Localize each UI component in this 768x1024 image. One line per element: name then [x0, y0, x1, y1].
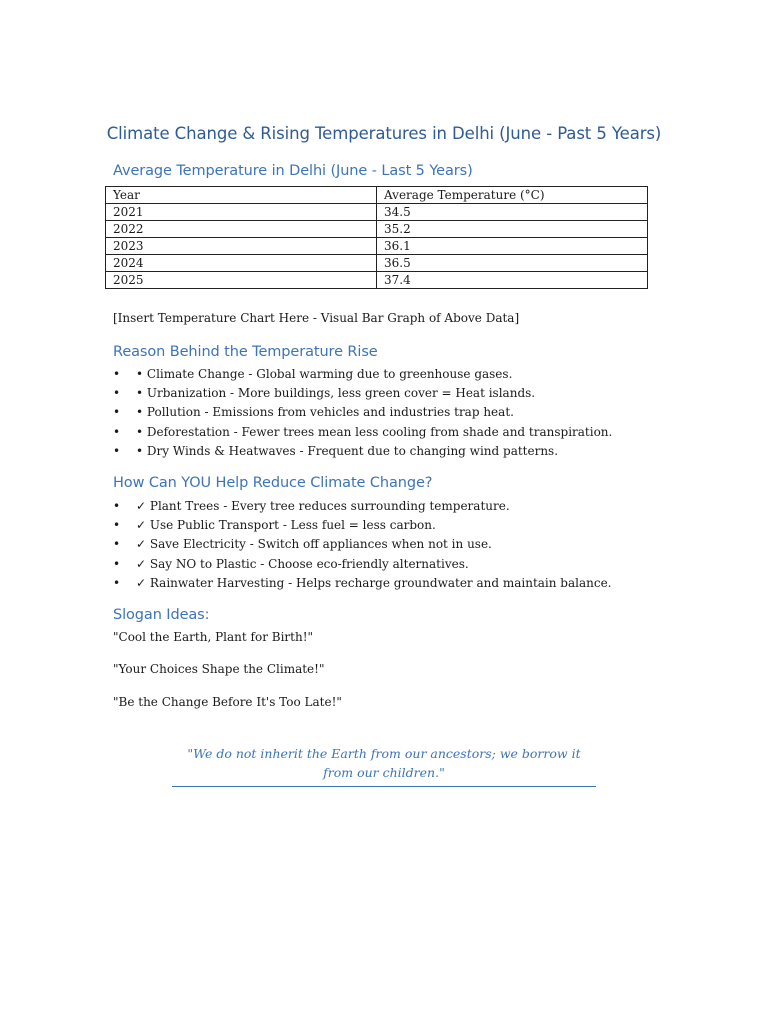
bullet-icon: • [113, 405, 121, 420]
list-item [113, 365, 713, 384]
table-cell-temperature: 37.4 [377, 272, 648, 289]
list-item [113, 384, 713, 403]
bullet-icon: • [113, 443, 121, 458]
help-list [113, 497, 713, 593]
list-item-text: ✓ Say NO to Plastic - Choose eco-friendly alternatives. [136, 556, 469, 571]
list-item-text: ✓ Save Electricity - Switch off appliances when not in use. [136, 537, 492, 552]
list-item-text: • Pollution - Emissions from vehicles and industries trap heat. [136, 405, 514, 420]
table-header-cell: Year [106, 187, 377, 204]
table-cell-year: 2023 [106, 238, 377, 255]
table-cell-temperature: 34.5 [377, 204, 648, 221]
table-row [106, 204, 648, 221]
table-row [106, 221, 648, 238]
list-item-text: ✓ Use Public Transport - Less fuel = less carbon. [136, 518, 436, 533]
reasons-list [113, 365, 713, 461]
table-cell-year: 2022 [106, 221, 377, 238]
table-cell-temperature: 36.5 [377, 255, 648, 272]
table-row [106, 255, 648, 272]
list-item-text: • Urbanization - More buildings, less green cover = Heat islands. [136, 386, 536, 401]
table-header-cell: Average Temperature (°C) [377, 187, 648, 204]
table-row [106, 272, 648, 289]
list-item-text: • Deforestation - Fewer trees mean less cooling from shade and transpiration. [136, 424, 613, 439]
bullet-icon: • [113, 575, 121, 590]
slogan-text: "Be the Change Before It's Too Late!" [113, 695, 342, 709]
list-item-text: • Dry Winds & Heatwaves - Frequent due to changing wind patterns. [136, 443, 559, 458]
temperature-section-heading: Average Temperature in Delhi (June - Last 5 Years) [113, 163, 473, 179]
bullet-icon: • [113, 386, 121, 401]
list-item [113, 574, 713, 593]
table-cell-year: 2021 [106, 204, 377, 221]
table-cell-temperature: 35.2 [377, 221, 648, 238]
slogan-text: "Your Choices Shape the Climate!" [113, 662, 325, 676]
bullet-icon: • [113, 499, 121, 513]
list-item [113, 535, 713, 554]
closing-quote: "We do not inherit the Earth from our ancestors; we borrow it from our children." [172, 744, 596, 787]
list-item [113, 403, 713, 422]
list-item-text: • Climate Change - Global warming due to greenhouse gases. [136, 367, 513, 381]
table-row [106, 238, 648, 255]
table-header-row [106, 187, 648, 204]
list-item [113, 497, 713, 516]
list-item [113, 516, 713, 535]
bullet-icon: • [113, 367, 121, 381]
list-item [113, 555, 713, 574]
list-item [113, 442, 713, 461]
table-cell-temperature: 36.1 [377, 238, 648, 255]
slogan-text: "Cool the Earth, Plant for Birth!" [113, 630, 314, 644]
table-cell-year: 2025 [106, 272, 377, 289]
bullet-icon: • [113, 556, 121, 571]
bullet-icon: • [113, 424, 121, 439]
bullet-icon: • [113, 518, 121, 533]
list-item [113, 423, 713, 442]
reasons-section-heading: Reason Behind the Temperature Rise [113, 344, 378, 360]
list-item-text: ✓ Plant Trees - Every tree reduces surrounding temperature. [136, 499, 510, 513]
help-section-heading: How Can YOU Help Reduce Climate Change? [113, 475, 433, 491]
list-item-text: ✓ Rainwater Harvesting - Helps recharge groundwater and maintain balance. [136, 575, 612, 590]
chart-placeholder-text: [Insert Temperature Chart Here - Visual Bar Graph of Above Data] [113, 311, 520, 325]
table-cell-year: 2024 [106, 255, 377, 272]
bullet-icon: • [113, 537, 121, 552]
temperature-table [105, 186, 648, 289]
document-title: Climate Change & Rising Temperatures in Delhi (June - Past 5 Years) [106, 124, 662, 143]
slogans-section-heading: Slogan Ideas: [113, 607, 210, 623]
